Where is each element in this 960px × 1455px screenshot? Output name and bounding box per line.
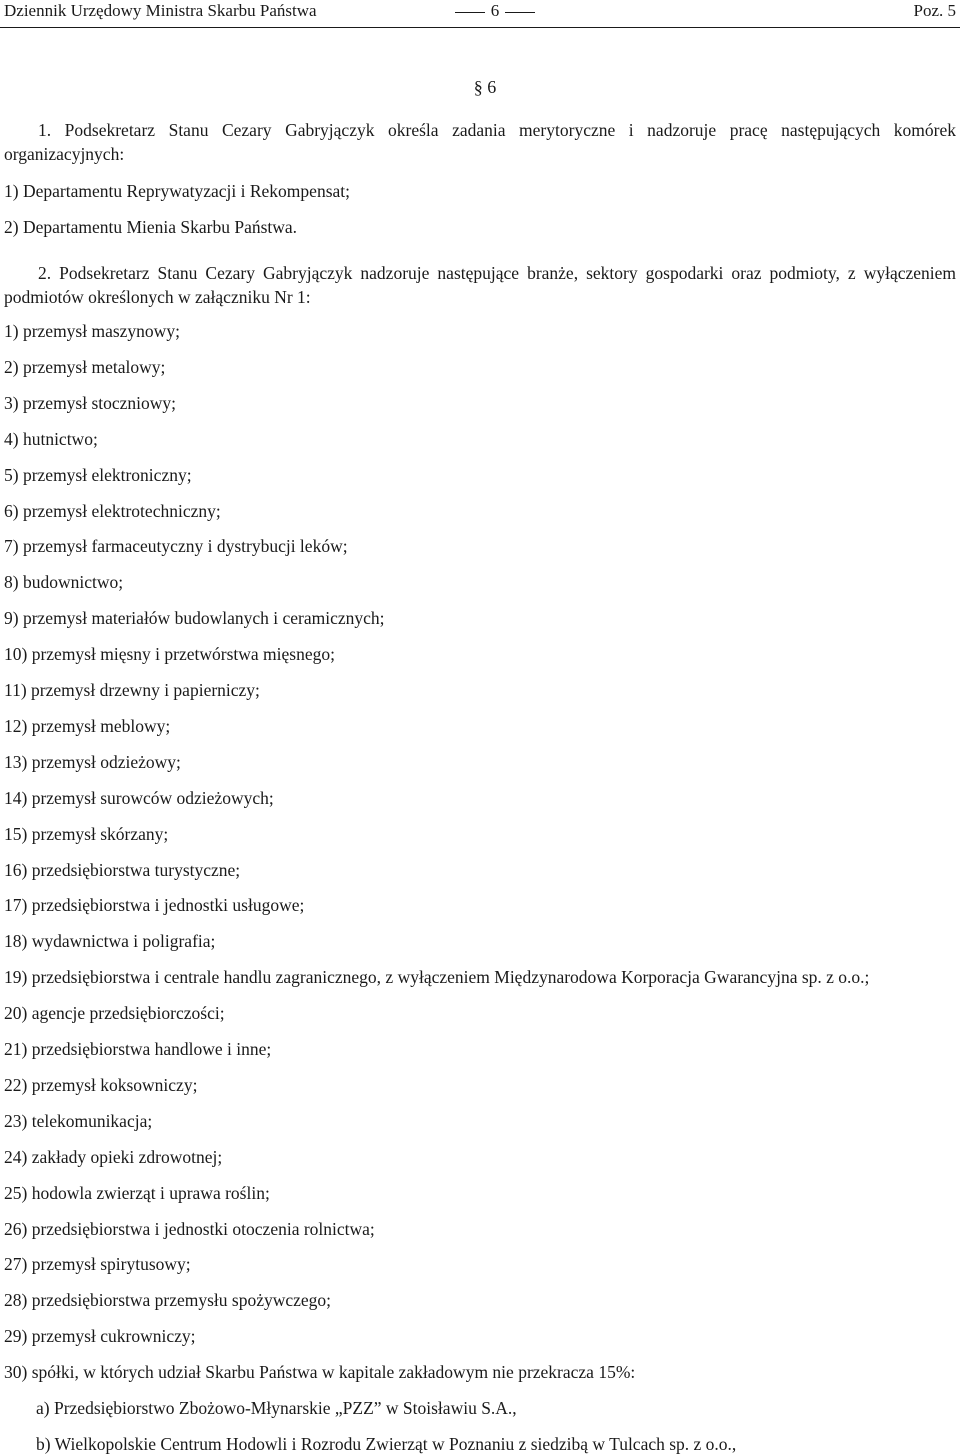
page-number-value: 6 — [490, 1, 500, 20]
page-number — [445, 1, 545, 21]
list-item: 27) przemysł spirytusowy; — [4, 1254, 191, 1274]
list-item: 11) przemysł drzewny i papierniczy; — [4, 680, 260, 700]
list-item: 1) Departamentu Reprywatyzacji i Rekompensat; — [4, 181, 350, 201]
list-item: 1) przemysł maszynowy; — [4, 321, 180, 341]
paragraph-2-text: 2. Podsekretarz Stanu Cezary Gabryjączyk nadzoruje następujące branże, sektory gospodarki oraz podmioty, z wyłączeniem podmiotów określonych w załączniku Nr 1: — [4, 263, 956, 307]
list-item: 5) przemysł elektroniczny; — [4, 465, 192, 485]
list-item: 25) hodowla zwierząt i uprawa roślin; — [4, 1183, 270, 1203]
list-item: 6) przemysł elektrotechniczny; — [4, 501, 221, 521]
dash-right — [505, 12, 535, 13]
list-item: 23) telekomunikacja; — [4, 1111, 153, 1131]
list-item: 10) przemysł mięsny i przetwórstwa mięsnego; — [4, 644, 335, 664]
list-item: 13) przemysł odzieżowy; — [4, 752, 181, 772]
list-item: 7) przemysł farmaceutyczny i dystrybucji leków; — [4, 536, 348, 556]
list-item: 16) przedsiębiorstwa turystyczne; — [4, 860, 241, 880]
list-item: 9) przemysł materiałów budowlanych i ceramicznych; — [4, 608, 385, 628]
paragraph-1-text: 1. Podsekretarz Stanu Cezary Gabryjączyk określa zadania merytoryczne i nadzoruje pracę następujących komórek organizacyjnych: — [4, 120, 956, 164]
publication-title: Dziennik Urzędowy Ministra Skarbu Państwa — [4, 1, 317, 20]
list-item: 12) przemysł meblowy; — [4, 716, 171, 736]
list-item: 21) przedsiębiorstwa handlowe i inne; — [4, 1039, 272, 1059]
list-item: 3) przemysł stoczniowy; — [4, 393, 177, 413]
list-item: 24) zakłady opieki zdrowotnej; — [4, 1147, 223, 1167]
page-header — [0, 0, 960, 26]
position-label: Poz. 5 — [913, 1, 956, 20]
list-item: 26) przedsiębiorstwa i jednostki otoczenia rolnictwa; — [4, 1219, 375, 1239]
list-item: 18) wydawnictwa i poligrafia; — [4, 931, 216, 951]
paragraph-2 — [4, 261, 956, 309]
list-item: 30) spółki, w których udział Skarbu Państwa w kapitale zakładowym nie przekracza 15%: — [4, 1362, 636, 1382]
header-rule — [0, 27, 960, 28]
sub-list-item: b) Wielkopolskie Centrum Hodowli i Rozrodu Zwierząt w Poznaniu z siedzibą w Tulcach sp. z o.o., — [36, 1434, 737, 1454]
paragraph-1 — [4, 118, 956, 166]
sub-list-item: a) Przedsiębiorstwo Zbożowo-Młynarskie „PZZ” w Stoisławiu S.A., — [36, 1398, 517, 1418]
list-item: 19) przedsiębiorstwa i centrale handlu zagranicznego, z wyłączeniem Międzynarodowa Korporacja Gwarancyjna sp. z o.o.; — [4, 967, 870, 987]
list-item: 8) budownictwo; — [4, 572, 124, 592]
list-item: 20) agencje przedsiębiorczości; — [4, 1003, 225, 1023]
list-item: 2) przemysł metalowy; — [4, 357, 166, 377]
list-item: 14) przemysł surowców odzieżowych; — [4, 788, 274, 808]
list-item: 29) przemysł cukrowniczy; — [4, 1326, 196, 1346]
dash-left — [455, 12, 485, 13]
list-item: 17) przedsiębiorstwa i jednostki usługowe; — [4, 895, 305, 915]
list-item: 2) Departamentu Mienia Skarbu Państwa. — [4, 217, 298, 237]
list-item: 28) przedsiębiorstwa przemysłu spożywczego; — [4, 1290, 332, 1310]
list-item: 22) przemysł koksowniczy; — [4, 1075, 198, 1095]
list-item: 4) hutnictwo; — [4, 429, 98, 449]
section-heading: § 6 — [473, 77, 497, 97]
list-item: 15) przemysł skórzany; — [4, 824, 169, 844]
